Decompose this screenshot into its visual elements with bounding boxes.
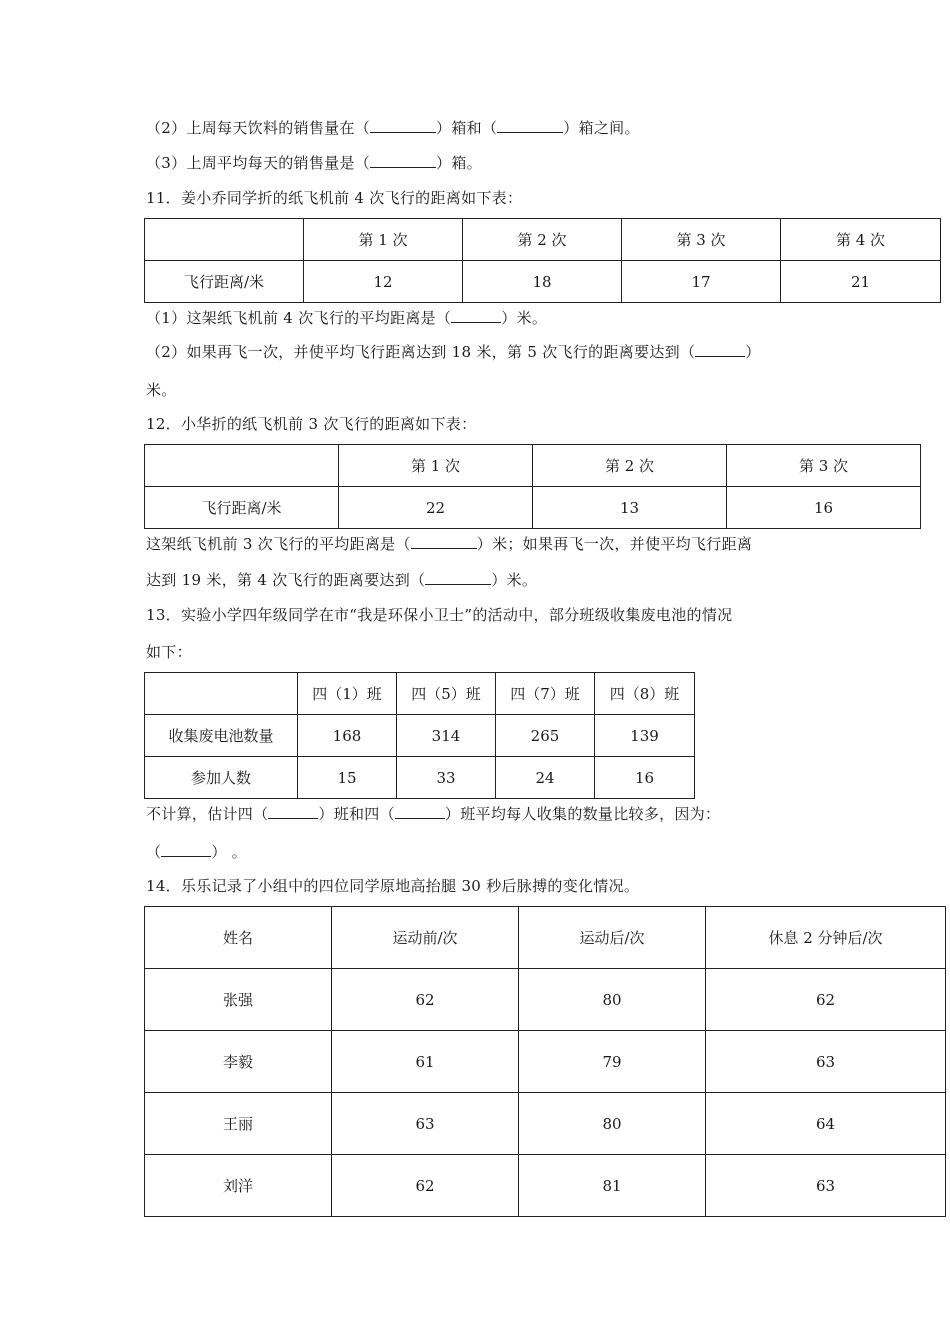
question-12-title: 12．小华折的纸飞机前 3 次飞行的距离如下表： [146, 415, 477, 433]
text: ）米；如果再飞一次，并使平均飞行距离 [476, 535, 753, 553]
question-13-title: 13．实验小学四年级同学在市“我是环保小卫士”的活动中，部分班级收集废电池的情况 [146, 606, 733, 624]
table-cell: 80 [519, 969, 706, 1031]
table-cell: 62 [706, 969, 946, 1031]
question-11-part-1 [146, 308, 547, 328]
table-header-cell: 休息 2 分钟后/次 [706, 907, 946, 969]
text: （2）如果再飞一次，并使平均飞行距离达到 18 米，第 5 次飞行的距离要达到（ [146, 343, 696, 361]
text: ）箱之间。 [563, 119, 640, 137]
table-header-cell: 运动前/次 [332, 907, 519, 969]
table-header-cell: 四（8）班 [595, 673, 695, 715]
student-name: 王丽 [145, 1093, 332, 1155]
table-cell: 265 [496, 715, 595, 757]
text: ）班平均每人收集的数量比较多，因为： [444, 805, 721, 823]
table-header-cell: 第 2 次 [533, 445, 727, 487]
table-header-cell: 第 4 次 [781, 219, 941, 261]
table-cell: 61 [332, 1031, 519, 1093]
question-11-part-2 [146, 342, 761, 362]
q13-table [144, 672, 695, 799]
answer-blank[interactable] [370, 153, 436, 168]
answer-blank[interactable] [268, 804, 318, 819]
text: （1）这架纸飞机前 4 次飞行的平均距离是（ [146, 309, 452, 327]
question-12-line-1 [146, 534, 752, 554]
text: （ [146, 843, 162, 861]
table-header-cell: 四（7）班 [496, 673, 595, 715]
text: ）班和四（ [318, 805, 395, 823]
question-10-part-2 [146, 118, 640, 138]
question-12-line-2 [146, 570, 537, 590]
answer-blank[interactable] [695, 342, 745, 357]
question-13-answer-line-2 [146, 842, 247, 862]
text: 达到 19 米，第 4 次飞行的距离要达到（ [146, 571, 426, 589]
question-11-part-2-cont: 米。 [146, 381, 177, 399]
table-cell: 79 [519, 1031, 706, 1093]
table-cell: 62 [332, 1155, 519, 1217]
table-header-cell: 姓名 [145, 907, 332, 969]
table-cell: 21 [781, 261, 941, 303]
student-name: 刘洋 [145, 1155, 332, 1217]
table-cell: 18 [463, 261, 622, 303]
table-cell: 63 [332, 1093, 519, 1155]
table-cell: 168 [298, 715, 397, 757]
table-cell: 24 [496, 757, 595, 799]
row-label: 飞行距离/米 [145, 487, 339, 529]
table-header-cell: 四（1）班 [298, 673, 397, 715]
table-header-cell: 第 3 次 [622, 219, 781, 261]
text: ）米。 [491, 571, 538, 589]
table-cell: 13 [533, 487, 727, 529]
text: ）箱和（ [436, 119, 498, 137]
table-header-cell: 运动后/次 [519, 907, 706, 969]
text: ） [745, 343, 761, 361]
answer-blank[interactable] [161, 842, 211, 857]
table-header-cell [145, 219, 304, 261]
question-14-title: 14．乐乐记录了小组中的四位同学原地高抬腿 30 秒后脉搏的变化情况。 [146, 877, 640, 895]
answer-blank[interactable] [395, 804, 445, 819]
table-cell: 22 [339, 487, 533, 529]
table-header-cell [145, 673, 298, 715]
table-header-cell: 四（5）班 [397, 673, 496, 715]
question-11-title: 11．姜小乔同学折的纸飞机前 4 次飞行的距离如下表： [146, 189, 523, 207]
q11-table [144, 218, 941, 303]
table-header-cell: 第 2 次 [463, 219, 622, 261]
question-10-part-3 [146, 153, 482, 173]
table-cell: 62 [332, 969, 519, 1031]
student-name: 张强 [145, 969, 332, 1031]
table-cell: 16 [727, 487, 921, 529]
text: （3）上周平均每天的销售量是（ [146, 154, 371, 172]
table-cell: 63 [706, 1155, 946, 1217]
question-13-answer-line [146, 804, 720, 824]
table-cell: 81 [519, 1155, 706, 1217]
student-name: 李毅 [145, 1031, 332, 1093]
answer-blank[interactable] [451, 308, 501, 323]
table-cell: 17 [622, 261, 781, 303]
table-cell: 139 [595, 715, 695, 757]
table-cell: 16 [595, 757, 695, 799]
table-header-cell: 第 1 次 [304, 219, 463, 261]
row-label: 飞行距离/米 [145, 261, 304, 303]
table-cell: 314 [397, 715, 496, 757]
table-cell: 63 [706, 1031, 946, 1093]
q14-table [144, 906, 946, 1217]
table-header-cell: 第 3 次 [727, 445, 921, 487]
answer-blank[interactable] [411, 534, 477, 549]
table-cell: 64 [706, 1093, 946, 1155]
table-cell: 15 [298, 757, 397, 799]
q12-table [144, 444, 921, 529]
text: 这架纸飞机前 3 次飞行的平均距离是（ [146, 535, 411, 553]
text: ）箱。 [436, 154, 482, 172]
table-cell: 12 [304, 261, 463, 303]
text: ） 。 [211, 843, 247, 861]
row-label: 参加人数 [145, 757, 298, 799]
text: （2）上周每天饮料的销售量在（ [146, 119, 371, 137]
answer-blank[interactable] [497, 118, 563, 133]
row-label: 收集废电池数量 [145, 715, 298, 757]
text: ）米。 [501, 309, 548, 327]
answer-blank[interactable] [425, 570, 491, 585]
table-header-cell: 第 1 次 [339, 445, 533, 487]
answer-blank[interactable] [370, 118, 436, 133]
table-cell: 80 [519, 1093, 706, 1155]
table-header-cell [145, 445, 339, 487]
table-cell: 33 [397, 757, 496, 799]
text: 不计算，估计四（ [146, 805, 269, 823]
question-13-title-cont: 如下： [146, 643, 192, 661]
